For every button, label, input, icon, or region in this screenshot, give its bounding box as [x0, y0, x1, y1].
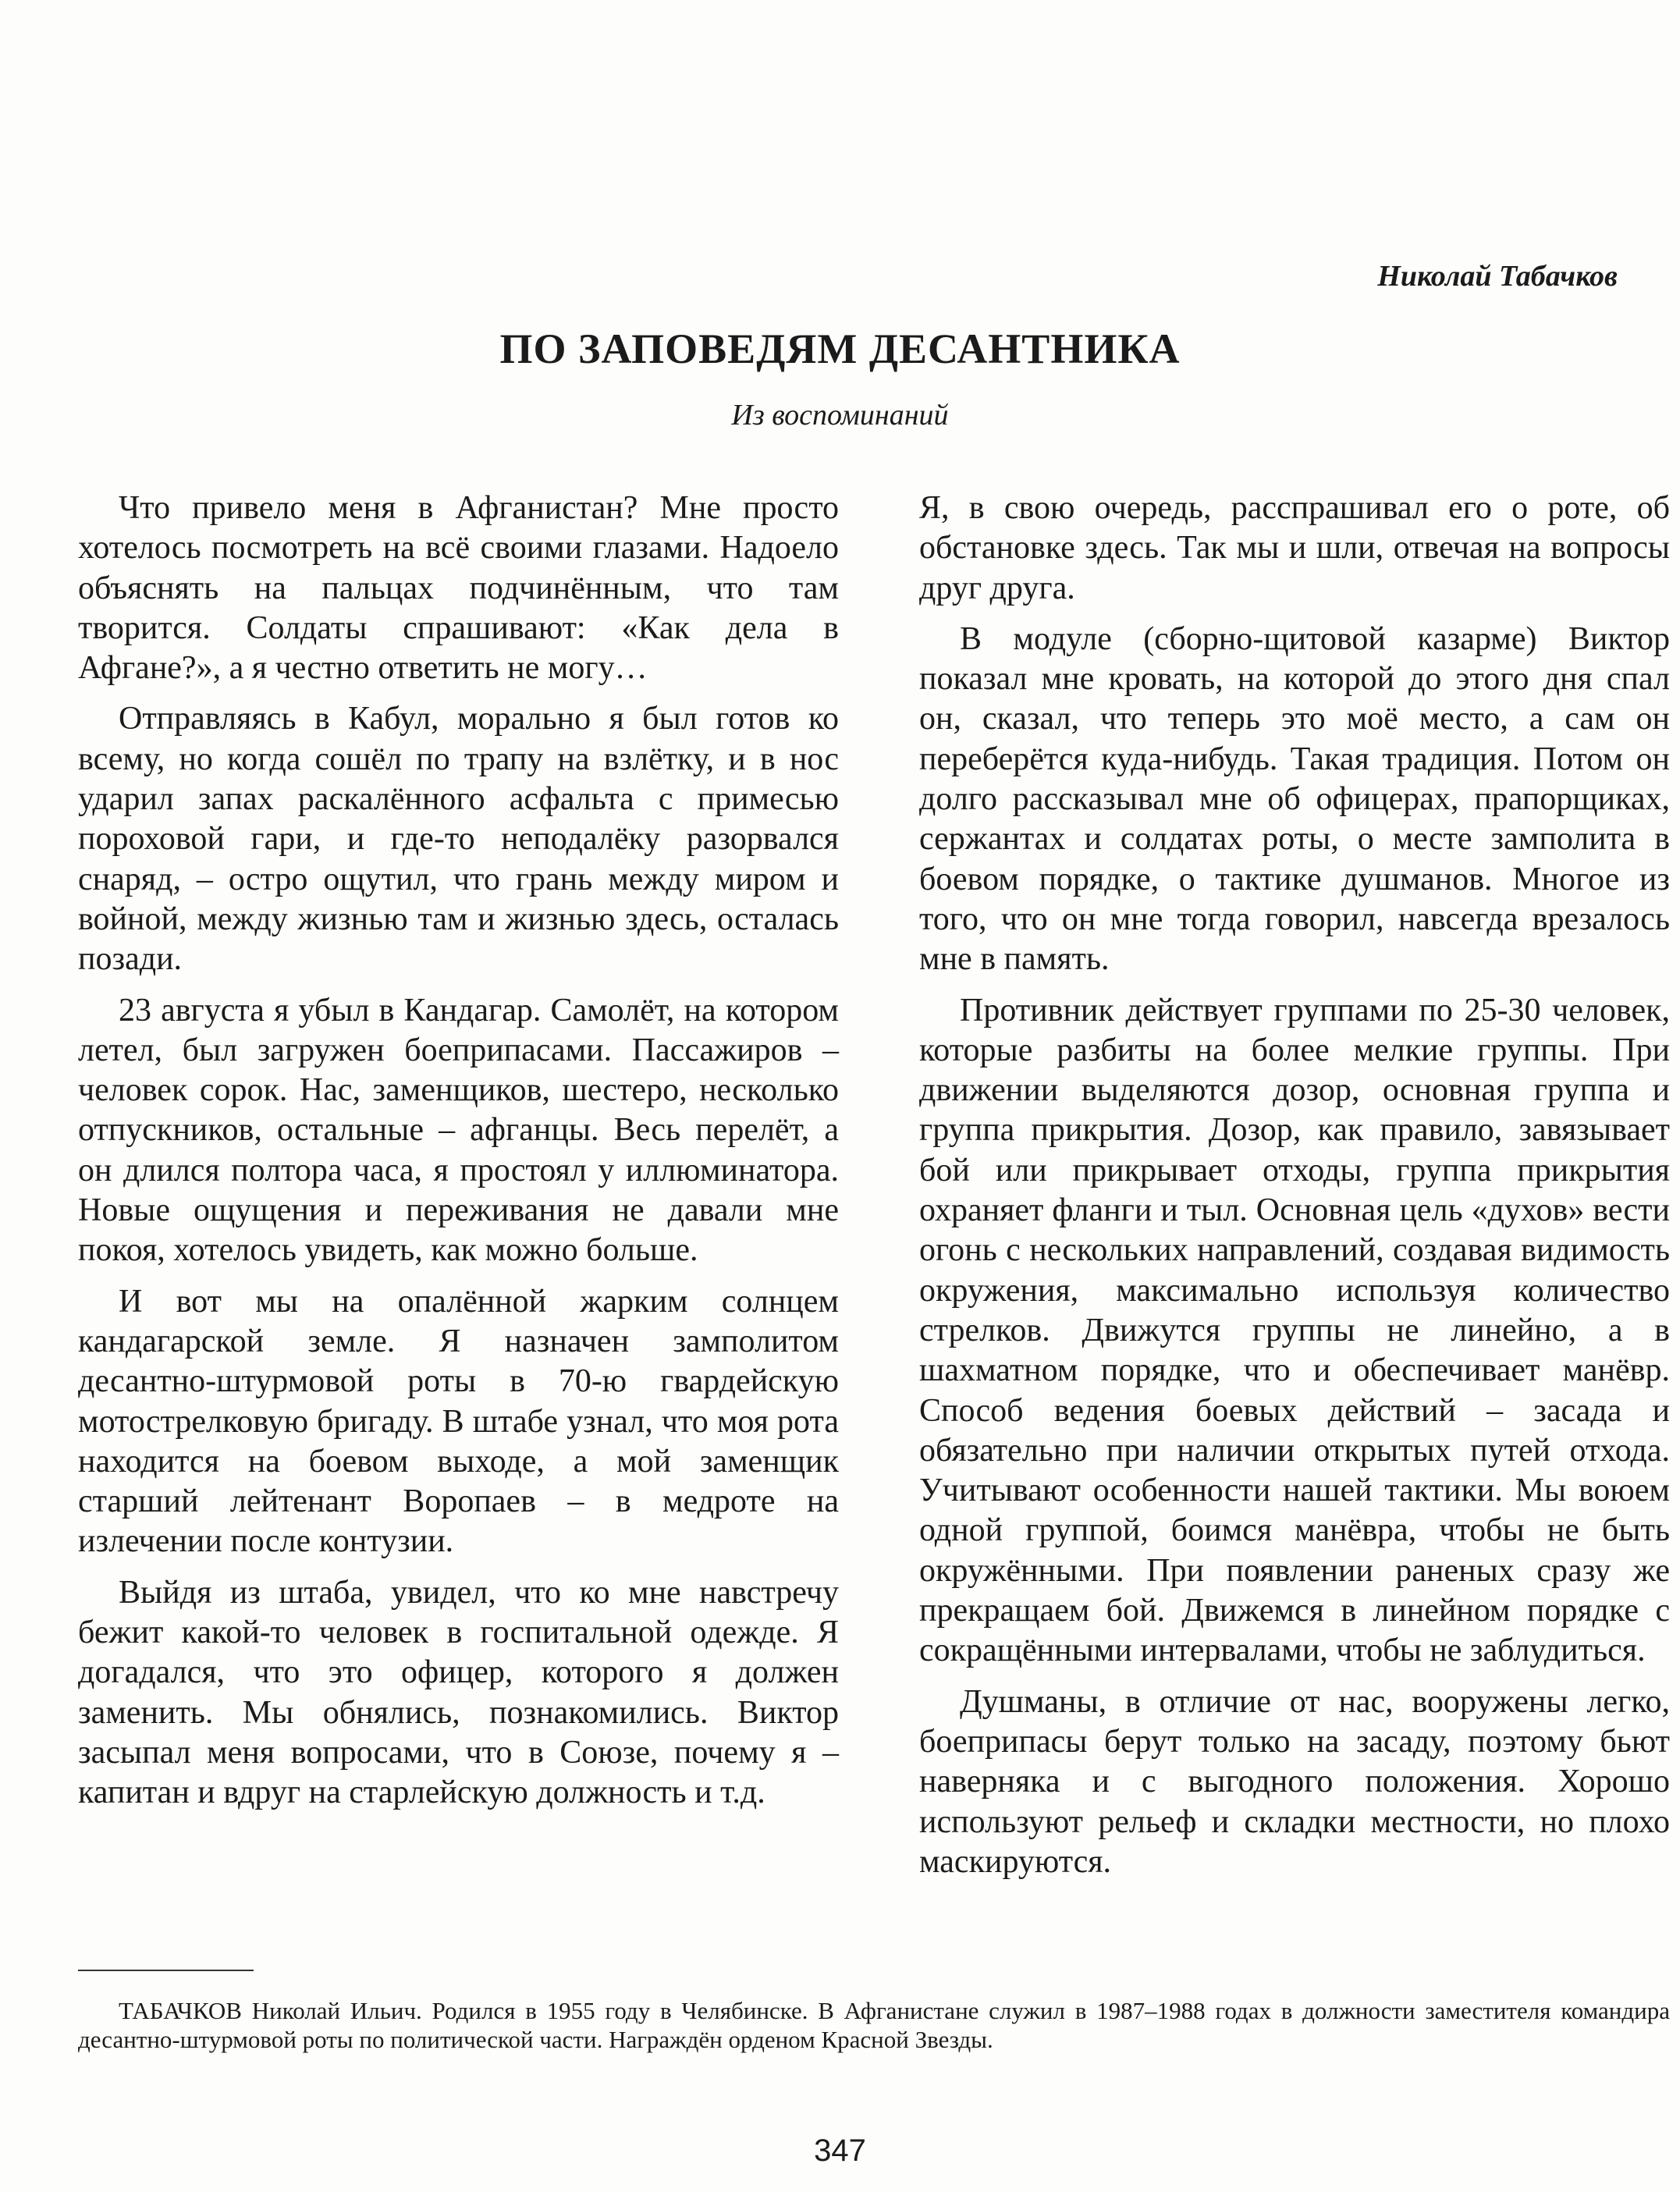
paragraph: Отправляясь в Кабул, морально я был готов ко всему, но когда сошёл по трапу на взлётку, и в нос ударил запах раскалённого асфальта с примесью пороховой гари, и где-то неподалёку разорвался снаряд, – остро ощутил, что грань между миром и войной, между жизнью там и жизнью здесь, осталась позади. — [78, 701, 839, 978]
paragraph: Душманы, в отличие от нас, вооружены легко, боеприпасы берут только на засаду, поэтому бьют наверняка и с выгодного положения. Хорошо используют рельеф и складки местности, но плохо маскируются. — [919, 1683, 1670, 1880]
author-footnote: ТАБАЧКОВ Николай Ильич. Родился в 1955 году в Челябинске. В Афганистане служил в 1987–1988 годах в должности заместителя командира десантно-штурмовой роты по политической части. Награждён орденом Красной Звезды. — [78, 1997, 1670, 2053]
page-number: 347 — [814, 2133, 866, 2168]
paragraph: Противник действует группами по 25-30 человек, которые разбиты на более мелкие группы. При движении выделяются дозор, основная группа и группа прикрытия. Дозор, как правило, завязывает бой или прикрывает отходы, группа прикрытия охраняет фланги и тыл. Основная цель «духов» вести огонь с нескольких направлений, создавая видимость окружения, максимально используя количество стрелков. Движутся группы не линейно, а в шахматном порядке, что и обеспечивает манёвр. Способ ведения боевых действий – засада и обязательно при наличии открытых путей отхода. Учитывают особенности нашей тактики. Мы воюем одной группой, боимся манёвра, чтобы не быть окружёнными. При появлении раненых сразу же прекращаем бой. Движемся в линейном порядке с сокращёнными интервалами, чтобы не заблудиться. — [919, 992, 1670, 1669]
article-subtitle: Из воспоминаний — [731, 399, 949, 432]
article-title: ПО ЗАПОВЕДЯМ ДЕСАНТНИКА — [499, 325, 1181, 372]
paragraph-continuation: Я, в свою очередь, расспрашивал его о роте, об обстановке здесь. Так мы и шли, отвечая на вопросы друг друга. — [919, 490, 1670, 606]
paragraph: В модуле (сборно-щитовой казарме) Виктор показал мне кровать, на которой до этого дня спал он, сказал, что теперь это моё место, а сам он переберётся куда-нибудь. Такая традиция. Потом он долго рассказывал мне об офицерах, прапорщиках, сержантах и солдатах роты, о месте замполита в боевом порядке, о тактике душманов. Многое из того, что он мне тогда говорил, навсегда врезалось мне в память. — [919, 620, 1670, 978]
footnote-divider — [78, 1970, 254, 1971]
text-column-right — [919, 488, 1670, 1893]
paragraph: Выйдя из штаба, увидел, что ко мне навстречу бежит какой-то человек в госпитальной одежде. Я догадался, что это офицер, которого я должен заменить. Мы обнялись, познакомились. Виктор засыпал меня вопросами, что в Союзе, почему я – капитан и вдруг на старлейскую должность и т.д. — [78, 1574, 839, 1811]
paragraph: Что привело меня в Афганистан? Мне просто хотелось посмотреть на всё своими глазами. Надоело объяснять на пальцах подчинённым, что там творится. Солдаты спрашивают: «Как дела в Афгане?», а я честно ответить не могу… — [78, 490, 839, 687]
paragraph: 23 августа я убыл в Кандагар. Самолёт, на котором летел, был загружен боеприпасами. Пассажиров – человек сорок. Нас, заменщиков, шестеро, несколько отпускников, остальные – афганцы. Весь перелёт, а он длился полтора часа, я простоял у иллюминатора. Новые ощущения и переживания не давали мне покоя, хотелось увидеть, как можно больше. — [78, 992, 839, 1269]
author-name: Николай Табачков — [1377, 260, 1618, 293]
text-column-left — [78, 488, 839, 1824]
paragraph: И вот мы на опалённой жарким солнцем кандагарской земле. Я назначен замполитом десантно-штурмовой роты в 70-ю гвардейскую мотострелковую бригаду. В штабе узнал, что моя рота находится на боевом выходе, а мой заменщик старший лейтенант Воропаев – в медроте на излечении после контузии. — [78, 1283, 839, 1560]
